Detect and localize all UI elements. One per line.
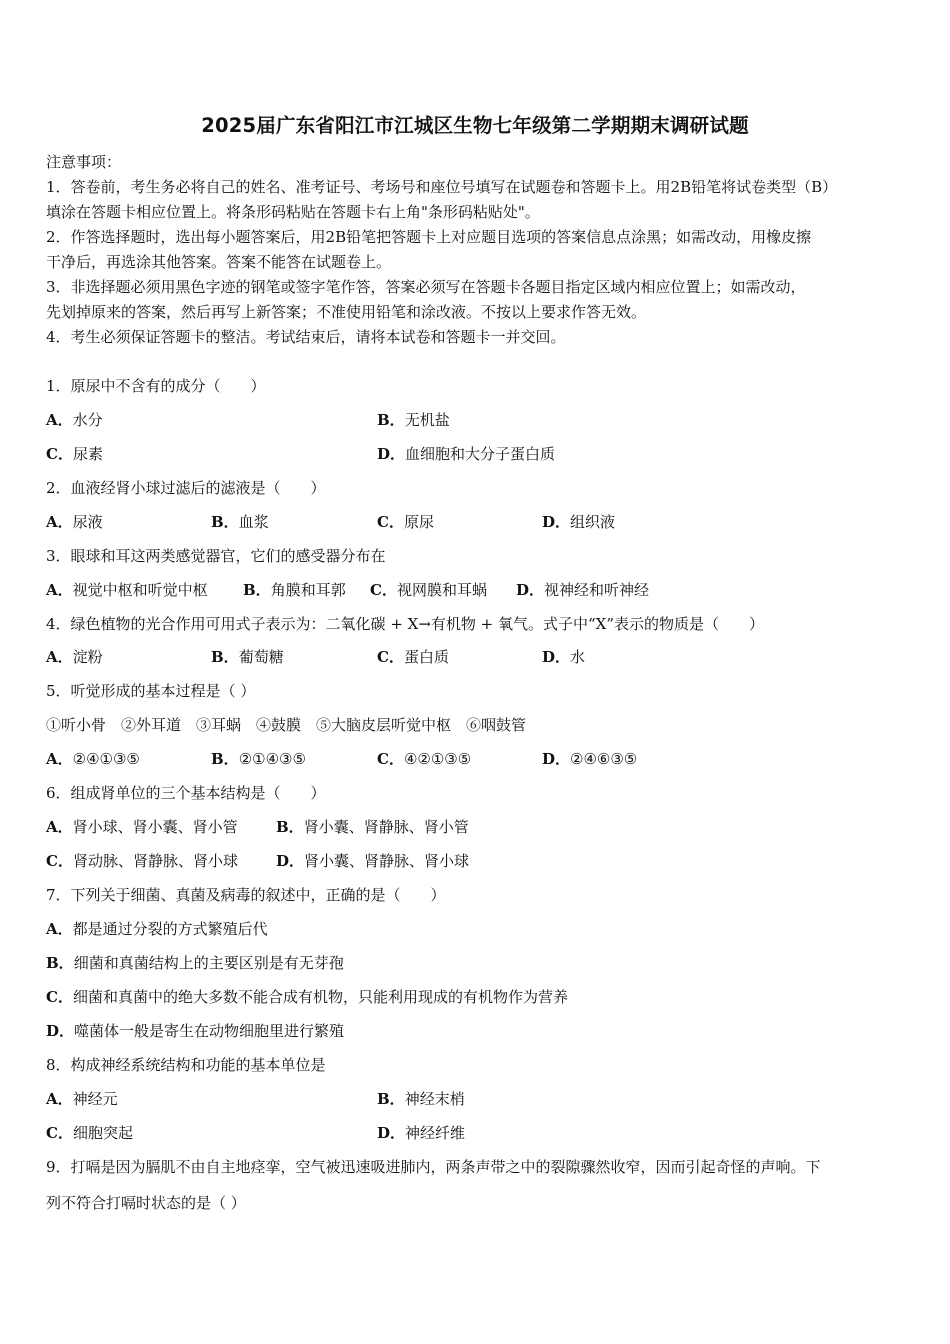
- option-letter: D．: [516, 581, 545, 599]
- question-stem: 6．组成肾单位的三个基本结构是（ ）: [46, 784, 326, 802]
- option-d: [377, 1123, 465, 1143]
- notice-heading: 注意事项：: [46, 153, 122, 171]
- option-c: [377, 647, 449, 667]
- option-letter: C．: [370, 581, 397, 599]
- option-b: [211, 647, 284, 667]
- option-d: [542, 749, 637, 769]
- option-letter: A．: [46, 648, 73, 666]
- option-letter: A．: [46, 411, 73, 429]
- option-text: 肾动脉、肾静脉、肾小球: [72, 852, 238, 870]
- option-a: [46, 580, 208, 600]
- option-text: 神经末梢: [404, 1090, 465, 1108]
- option-letter: A．: [46, 1090, 73, 1108]
- question-stem: 5．听觉形成的基本过程是（ ）: [46, 682, 256, 700]
- option-letter: B．: [276, 818, 304, 836]
- question-stem: 8．构成神经系统结构和功能的基本单位是: [46, 1056, 326, 1074]
- question-stem: 4．绿色植物的光合作用可用式子表示为：二氧化碳 + X→有机物 + 氧气。式子中“X”表示的物质是（ ）: [46, 615, 765, 633]
- option-text: 水分: [72, 411, 103, 429]
- option-letter: D．: [542, 648, 571, 666]
- option-letter: D．: [46, 1022, 75, 1040]
- question-items: ①听小骨 ②外耳道 ③耳蜗 ④鼓膜 ⑤大脑皮层听觉中枢 ⑥咽鼓管: [46, 716, 527, 734]
- option-letter: B．: [211, 750, 239, 768]
- option-c: [46, 444, 103, 464]
- option-letter: C．: [46, 445, 73, 463]
- question-stem: 1．原尿中不含有的成分（ ）: [46, 377, 266, 395]
- notice-line: 1．答卷前，考生务必将自己的姓名、准考证号、考场号和座位号填写在试题卷和答题卡上。用2B铅笔将试卷类型（B）: [46, 178, 838, 196]
- option-letter: A．: [46, 920, 73, 938]
- option-b: [243, 580, 346, 600]
- option-text: 肾小球、肾小囊、肾小管: [72, 818, 238, 836]
- option-letter: D．: [276, 852, 305, 870]
- option-letter: B．: [211, 513, 239, 531]
- option-text: 无机盐: [404, 411, 450, 429]
- option-text: 水: [570, 648, 586, 666]
- option-c: [377, 512, 434, 532]
- option-text: 原尿: [403, 513, 434, 531]
- option-b: [377, 1089, 465, 1109]
- notice-line: 干净后，再选涂其他答案。答案不能答在试题卷上。: [46, 253, 392, 271]
- option-text: 神经纤维: [405, 1124, 466, 1142]
- option-text: 血浆: [238, 513, 269, 531]
- option-text: 尿液: [72, 513, 103, 531]
- question-stem-continued: 列不符合打嗝时状态的是（ ）: [46, 1194, 246, 1212]
- option-letter: C．: [377, 750, 404, 768]
- option-text: 组织液: [570, 513, 616, 531]
- option-letter: C．: [46, 1124, 73, 1142]
- option-b: [211, 749, 306, 769]
- option-a: [46, 817, 238, 837]
- option-text: 噬菌体一般是寄生在动物细胞里进行繁殖: [74, 1022, 345, 1040]
- option-text: ④②①③⑤: [403, 750, 472, 768]
- option-text: 视觉中枢和听觉中枢: [72, 581, 208, 599]
- option-letter: B．: [377, 411, 405, 429]
- option-text: 肾小囊、肾静脉、肾小管: [303, 818, 469, 836]
- option-letter: A．: [46, 581, 73, 599]
- question-stem: 9．打嗝是因为膈肌不由自主地痉挛，空气被迅速吸进肺内，两条声带之中的裂隙骤然收窄，因而引起奇怪的声响。下: [46, 1158, 821, 1176]
- notice-line: 4．考生必须保证答题卡的整洁。考试结束后，请将本试卷和答题卡一并交回。: [46, 328, 566, 346]
- option-letter: D．: [542, 513, 571, 531]
- option-a: [46, 1089, 118, 1109]
- option-letter: C．: [46, 988, 73, 1006]
- option-c: [46, 851, 238, 871]
- option-letter: D．: [542, 750, 571, 768]
- option-letter: D．: [377, 1124, 406, 1142]
- option-a: [46, 410, 103, 430]
- option-text: 肾小囊、肾静脉、肾小球: [304, 852, 470, 870]
- option-d: [516, 580, 649, 600]
- option-a: [46, 919, 268, 939]
- option-text: 细菌和真菌中的绝大多数不能合成有机物，只能利用现成的有机物作为营养: [72, 988, 568, 1006]
- option-d: [377, 444, 555, 464]
- option-text: 角膜和耳郭: [270, 581, 346, 599]
- option-c: [46, 1123, 133, 1143]
- option-letter: A．: [46, 818, 73, 836]
- option-letter: B．: [46, 954, 74, 972]
- option-b: [377, 410, 450, 430]
- option-b: [276, 817, 469, 837]
- option-letter: B．: [211, 648, 239, 666]
- option-a: [46, 512, 103, 532]
- question-stem: 3．眼球和耳这两类感觉器官，它们的感受器分布在: [46, 547, 386, 565]
- option-text: 视网膜和耳蜗: [396, 581, 487, 599]
- option-d: [542, 647, 585, 667]
- option-letter: B．: [377, 1090, 405, 1108]
- notice-line: 先划掉原来的答案，然后再写上新答案；不准使用铅笔和涂改液。不按以上要求作答无效。: [46, 303, 647, 321]
- option-text: 都是通过分裂的方式繁殖后代: [72, 920, 268, 938]
- option-text: 细胞突起: [72, 1124, 133, 1142]
- option-letter: A．: [46, 513, 73, 531]
- option-c: [46, 987, 568, 1007]
- option-a: [46, 647, 103, 667]
- option-text: 血细胞和大分子蛋白质: [405, 445, 556, 463]
- option-letter: B．: [243, 581, 271, 599]
- notice-line: 填涂在答题卡相应位置上。将条形码粘贴在答题卡右上角"条形码粘贴处"。: [46, 203, 540, 221]
- option-b: [211, 512, 269, 532]
- option-d: [276, 851, 469, 871]
- option-c: [377, 749, 471, 769]
- notice-line: 2．作答选择题时，选出每小题答案后，用2B铅笔把答题卡上对应题目选项的答案信息点涂黑；如需改动，用橡皮擦: [46, 228, 812, 246]
- option-text: 尿素: [72, 445, 103, 463]
- option-d: [46, 1021, 344, 1041]
- option-letter: C．: [377, 648, 404, 666]
- option-b: [46, 953, 344, 973]
- question-stem: 2．血液经肾小球过滤后的滤液是（ ）: [46, 479, 326, 497]
- page-title: 2025届广东省阳江市江城区生物七年级第二学期期末调研试题: [201, 114, 749, 137]
- option-letter: C．: [377, 513, 404, 531]
- option-a: [46, 749, 140, 769]
- option-text: 细菌和真菌结构上的主要区别是有无芽孢: [73, 954, 344, 972]
- option-letter: D．: [377, 445, 406, 463]
- option-text: ②④⑥③⑤: [570, 750, 638, 768]
- notice-line: 3．非选择题必须用黑色字迹的钢笔或签字笔作答，答案必须写在答题卡各题目指定区域内相应位置上；如需改动，: [46, 278, 806, 296]
- option-text: ②①④③⑤: [238, 750, 306, 768]
- option-letter: C．: [46, 852, 73, 870]
- option-text: 神经元: [72, 1090, 118, 1108]
- option-text: 蛋白质: [403, 648, 449, 666]
- option-text: 淀粉: [72, 648, 103, 666]
- option-text: 葡萄糖: [238, 648, 284, 666]
- option-letter: A．: [46, 750, 73, 768]
- option-text: 视神经和听神经: [544, 581, 650, 599]
- question-stem: 7．下列关于细菌、真菌及病毒的叙述中，正确的是（ ）: [46, 886, 446, 904]
- option-d: [542, 512, 615, 532]
- option-c: [370, 580, 487, 600]
- option-text: ②④①③⑤: [72, 750, 140, 768]
